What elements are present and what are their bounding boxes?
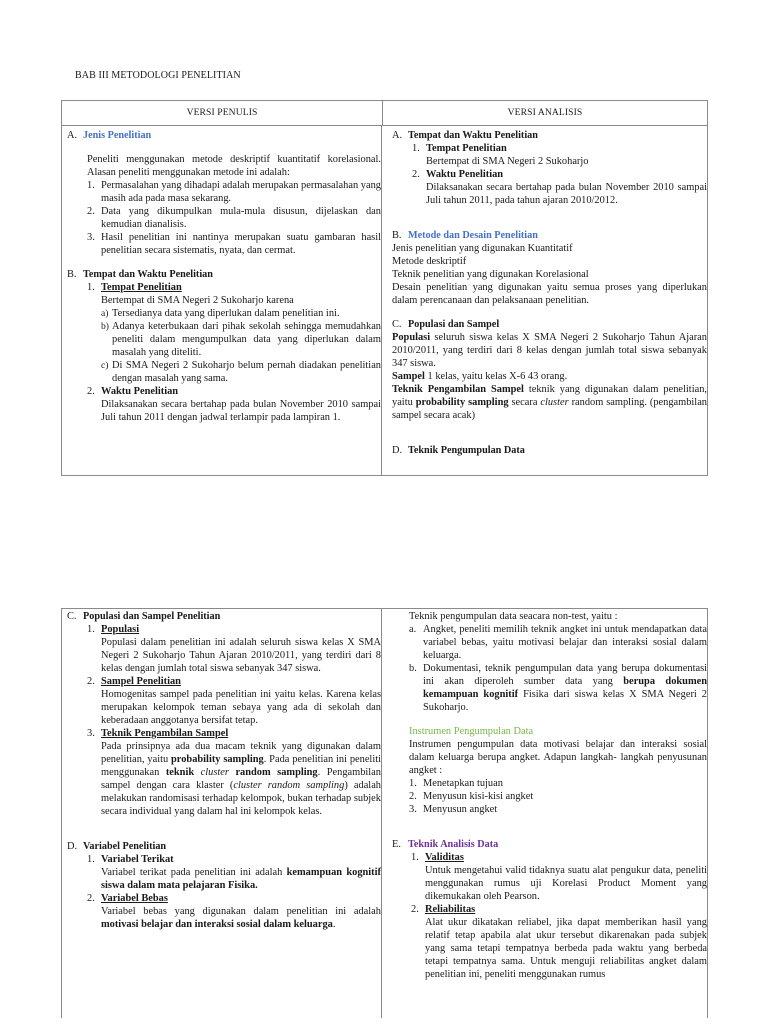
paragraph: Bertempat di SMA Negeri 2 Sukoharjo (426, 156, 589, 167)
subsection-heading: 2. Reliabilitas (411, 904, 476, 915)
header-versi-analisis: VERSI ANALISIS (507, 107, 583, 118)
paragraph: Instrumen pengumpulan data motivasi belajar dan interaksi sosial dalam keluarga berupa angket. Adapun langkah- langkah penyusunan angket : (409, 739, 707, 776)
column-versi-penulis (62, 126, 382, 475)
list-item: c) Di SMA Negeri 2 Sukoharjo belum pernah diadakan penelitian dengan masalah yang sama. (101, 360, 381, 384)
subsection-heading: 2. Waktu Penelitian (412, 169, 504, 180)
paragraph: Populasi dalam penelitian ini adalah seluruh siswa kelas X SMA Negeri 2 Sukoharjo Tahun Ajaran 2010/2011, yang terdiri dari 8 kelas dengan jumlah total siswa sebanyak 347 siswa. (101, 637, 381, 674)
section-d-heading: D. Variabel Penelitian (67, 841, 167, 852)
section-heading: Tempat dan Waktu Penelitian (83, 269, 213, 280)
paragraph: Metode deskriptif (392, 256, 467, 267)
header-versi-penulis: VERSI PENULIS (62, 101, 383, 125)
paragraph: Variabel bebas yang digunakan dalam penelitian ini adalah motivasi belajar dan interaksi sosial dalam keluarga. (101, 906, 381, 930)
subsection-heading: 1. Populasi (87, 624, 140, 635)
section-marker: B. (67, 269, 77, 280)
list-item: a. Angket, peneliti memilih teknik angket ini untuk mendapatkan data variabel bebas, yaitu motivasi belajar dan interaksi sosial dalam keluarga. (409, 624, 707, 661)
continuation-table (61, 608, 708, 1018)
list-item: b) Adanya keterbukaan dari pihak sekolah sehingga memudahkan peneliti dalam mengumpulkan data yang diperlukan dalam masalah yang diteliti. (101, 321, 381, 358)
list-item: 1. Permasalahan yang dihadapi adalah merupakan permasalahan yang masih ada pada masa sekarang. (87, 180, 381, 204)
section-e-heading: E. Teknik Analisis Data (392, 839, 499, 850)
column-versi-penulis (62, 609, 382, 1018)
list-item: a) Tersedianya data yang diperlukan dalam penelitian ini. (101, 308, 340, 319)
section-d-heading: D. Teknik Pengumpulan Data (392, 445, 525, 456)
subsection-heading: 2. Variabel Bebas (87, 893, 168, 904)
section-c-heading: C. Populasi dan Sampel Penelitian (67, 611, 221, 622)
subsection-heading: 1. Tempat Penelitian (87, 282, 182, 293)
list-item: b. Dokumentasi, teknik pengumpulan data yang berupa dokumentasi ini akan diperoleh sumber data yang berupa dokumen kemampuan kognitif Fisika dari siswa kelas X SMA Negeri 2 Sukoharjo. (409, 663, 707, 713)
paragraph: Alat ukur dikatakan reliabel, jika dapat memberikan hasil yang relatif tetap apabila alat ukur tersebut dikarenakan pada subjek yang sama tetapi tempatnya berbeda pada waktu yang berbeda tetapi tempatnya sama. Untuk menguji reliabilitas angket dalam penelitian ini, peneliti menggunakan rumus (425, 917, 707, 980)
table-header-row (62, 101, 707, 126)
comparison-table (61, 100, 708, 476)
section-c-heading: C. Populasi dan Sampel (392, 319, 500, 330)
document-title: BAB III METODOLOGI PENELITIAN (75, 70, 241, 81)
list-item: 1. Menetapkan tujuan (409, 778, 503, 789)
paragraph: Pada prinsipnya ada dua macam teknik yang digunakan dalam penelitian, yaitu probability sampling. Pada penelitian ini peneliti menggunakan teknik cluster random sampling. Pengambilan sampel dengan cara klaster (cluster random sampling) adalah melakukan randomisasi terhadap kelompok, bukan terhadap subjek secara individual yang dalam hal ini kelompok kelas. (101, 741, 382, 817)
section-b-heading: B. Metode dan Desain Penelitian (392, 230, 538, 241)
section-a-heading: A. Tempat dan Waktu Penelitian (392, 130, 538, 141)
paragraph: Variabel terikat pada penelitian ini adalah kemampuan kognitif siswa dalam mata pelajaran Fisika. (101, 867, 381, 891)
paragraph: Sampel 1 kelas, yaitu kelas X-6 43 orang. (392, 371, 568, 382)
section-b-heading (67, 268, 381, 281)
list-item: 3. Hasil penelitian ini nantinya merupakan suatu gambaran hasil penelitian secara sistematis, nyata, dan cermat. (87, 232, 381, 256)
list-item: 3. Menyusun angket (409, 804, 498, 815)
paragraph: Untuk mengetahui valid tidaknya suatu alat pengukur data, peneliti menggunakan rumus uji Korelasi Product Moment yang dikemukakan oleh Pearson. (425, 865, 707, 902)
list-item: 2. Data yang dikumpulkan mula-mula disusun, dijelaskan dan kemudian dianalisis. (87, 206, 381, 230)
paragraph: Teknik penelitian yang digunakan Korelasional (392, 269, 589, 280)
section-marker: A. (67, 130, 78, 141)
paragraph: Dilaksanakan secara bertahap pada bulan November 2010 sampai Juli tahun 2011 dengan jadwal terlampir pada lampiran 1. (101, 399, 381, 423)
table-body-row (62, 126, 707, 475)
subsection-heading: 1. Validitas (411, 852, 464, 863)
subsection-heading: 2. Sampel Penelitian (87, 676, 181, 687)
list-item: 2. Menyusun kisi-kisi angket (409, 791, 534, 802)
subsection-heading: 2. Waktu Penelitian (87, 386, 179, 397)
paragraph: Teknik Pengambilan Sampel teknik yang digunakan dalam penelitian, yaitu probability sampling secara cluster random sampling. (pengambilan sampel secara acak) (392, 384, 707, 421)
section-a-heading (67, 129, 381, 142)
paragraph: Dilaksanakan secara bertahap pada bulan November 2010 sampai Juli tahun 2011, pada tahun ajaran 2010/2012. (426, 182, 707, 206)
instrumen-heading: Instrumen Pengumpulan Data (409, 726, 534, 737)
subsection-heading: 1. Tempat Penelitian (412, 143, 507, 154)
paragraph: Populasi seluruh siswa kelas X SMA Negeri 2 Sukoharjo Tahun Ajaran 2010/2011, yang terdiri dari 8 kelas dengan jumlah total siswa sebanyak 347 siswa. (392, 332, 707, 369)
paragraph: Jenis penelitian yang digunakan Kuantitatif (392, 243, 573, 254)
section-heading: Jenis Penelitian (83, 130, 152, 141)
column-versi-analisis (382, 126, 707, 475)
subsection-heading: 1. Variabel Terikat (87, 854, 174, 865)
paragraph: Teknik pengumpulan data seacara non-test, yaitu : (409, 611, 618, 622)
column-versi-analisis (382, 609, 707, 1018)
paragraph: Peneliti menggunakan metode deskriptif kuantitatif korelasional. Alasan peneliti menggunakan metode ini adalah: (87, 154, 381, 178)
subsection-heading: 3. Teknik Pengambilan Sampel (87, 728, 229, 739)
paragraph: Homogenitas sampel pada penelitian ini yaitu kelas. Karena kelas merupakan kelompok teman sebaya yang ada di sekolah dan keberadaan anggotanya bersifat tetap. (101, 689, 381, 726)
paragraph: Desain penelitian yang digunakan yaitu semua proses yang diperlukan dalam perencanaan dan pelaksanaan penelitian. (392, 282, 707, 306)
paragraph: Bertempat di SMA Negeri 2 Sukoharjo karena (101, 295, 294, 306)
